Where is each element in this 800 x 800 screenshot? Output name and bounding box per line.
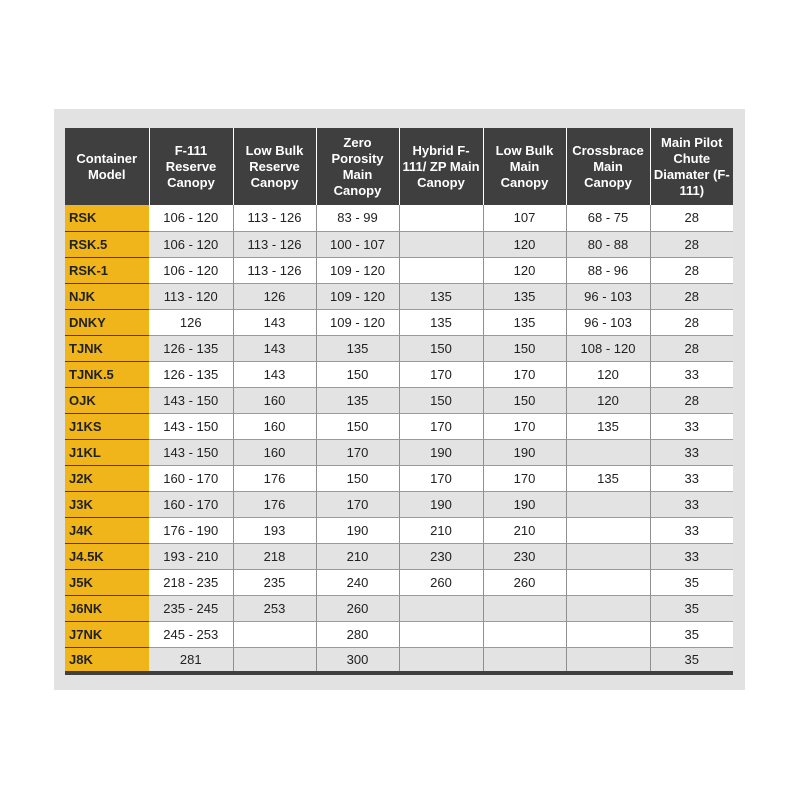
cell-hybrid-main: 170 bbox=[399, 465, 483, 491]
header-container-model: Container Model bbox=[65, 128, 149, 205]
container-sizing-table bbox=[65, 128, 733, 675]
cell-low-bulk-reserve: 193 bbox=[233, 517, 316, 543]
cell-container-model: DNKY bbox=[65, 309, 149, 335]
cell-f111-reserve: 160 - 170 bbox=[149, 465, 233, 491]
cell-zero-porosity-main: 109 - 120 bbox=[316, 283, 399, 309]
cell-low-bulk-main bbox=[483, 621, 566, 647]
cell-f111-reserve: 281 bbox=[149, 647, 233, 673]
table-row bbox=[65, 569, 733, 595]
cell-low-bulk-reserve: 253 bbox=[233, 595, 316, 621]
cell-zero-porosity-main: 100 - 107 bbox=[316, 231, 399, 257]
table-row bbox=[65, 543, 733, 569]
cell-pilot-chute-diameter: 33 bbox=[650, 543, 733, 569]
table-row bbox=[65, 439, 733, 465]
cell-zero-porosity-main: 260 bbox=[316, 595, 399, 621]
cell-container-model: J2K bbox=[65, 465, 149, 491]
cell-container-model: RSK bbox=[65, 205, 149, 231]
table-row bbox=[65, 647, 733, 673]
cell-low-bulk-main: 150 bbox=[483, 335, 566, 361]
cell-zero-porosity-main: 210 bbox=[316, 543, 399, 569]
cell-crossbrace-main bbox=[566, 439, 650, 465]
cell-crossbrace-main: 80 - 88 bbox=[566, 231, 650, 257]
cell-f111-reserve: 126 - 135 bbox=[149, 335, 233, 361]
cell-hybrid-main: 170 bbox=[399, 361, 483, 387]
cell-low-bulk-reserve: 143 bbox=[233, 361, 316, 387]
cell-container-model: J7NK bbox=[65, 621, 149, 647]
cell-hybrid-main bbox=[399, 231, 483, 257]
cell-low-bulk-main: 230 bbox=[483, 543, 566, 569]
cell-container-model: OJK bbox=[65, 387, 149, 413]
table-row bbox=[65, 621, 733, 647]
cell-low-bulk-reserve: 235 bbox=[233, 569, 316, 595]
cell-zero-porosity-main: 109 - 120 bbox=[316, 257, 399, 283]
header-crossbrace-main-canopy: Crossbrace Main Canopy bbox=[566, 128, 650, 205]
cell-low-bulk-reserve: 143 bbox=[233, 309, 316, 335]
cell-low-bulk-main: 120 bbox=[483, 257, 566, 283]
cell-zero-porosity-main: 109 - 120 bbox=[316, 309, 399, 335]
header-main-pilot-chute-diameter: Main Pilot Chute Diamater (F-111) bbox=[650, 128, 733, 205]
cell-low-bulk-main: 120 bbox=[483, 231, 566, 257]
cell-crossbrace-main: 96 - 103 bbox=[566, 309, 650, 335]
cell-f111-reserve: 106 - 120 bbox=[149, 231, 233, 257]
table-row bbox=[65, 335, 733, 361]
cell-low-bulk-reserve: 113 - 126 bbox=[233, 205, 316, 231]
cell-crossbrace-main: 88 - 96 bbox=[566, 257, 650, 283]
cell-f111-reserve: 245 - 253 bbox=[149, 621, 233, 647]
cell-pilot-chute-diameter: 33 bbox=[650, 361, 733, 387]
cell-container-model: J4.5K bbox=[65, 543, 149, 569]
cell-f111-reserve: 235 - 245 bbox=[149, 595, 233, 621]
cell-zero-porosity-main: 170 bbox=[316, 439, 399, 465]
cell-zero-porosity-main: 190 bbox=[316, 517, 399, 543]
cell-pilot-chute-diameter: 28 bbox=[650, 257, 733, 283]
cell-crossbrace-main: 135 bbox=[566, 413, 650, 439]
header-f111-reserve-canopy: F-111 Reserve Canopy bbox=[149, 128, 233, 205]
cell-hybrid-main: 135 bbox=[399, 283, 483, 309]
cell-container-model: TJNK bbox=[65, 335, 149, 361]
cell-pilot-chute-diameter: 28 bbox=[650, 231, 733, 257]
cell-hybrid-main bbox=[399, 257, 483, 283]
cell-zero-porosity-main: 300 bbox=[316, 647, 399, 673]
table-row bbox=[65, 283, 733, 309]
cell-hybrid-main: 190 bbox=[399, 439, 483, 465]
table-row bbox=[65, 413, 733, 439]
cell-f111-reserve: 143 - 150 bbox=[149, 439, 233, 465]
cell-low-bulk-reserve: 176 bbox=[233, 465, 316, 491]
cell-low-bulk-main: 150 bbox=[483, 387, 566, 413]
cell-f111-reserve: 143 - 150 bbox=[149, 387, 233, 413]
cell-crossbrace-main bbox=[566, 491, 650, 517]
cell-f111-reserve: 106 - 120 bbox=[149, 205, 233, 231]
cell-low-bulk-reserve bbox=[233, 647, 316, 673]
cell-hybrid-main: 170 bbox=[399, 413, 483, 439]
cell-crossbrace-main bbox=[566, 517, 650, 543]
table-row bbox=[65, 257, 733, 283]
cell-pilot-chute-diameter: 33 bbox=[650, 413, 733, 439]
cell-hybrid-main: 230 bbox=[399, 543, 483, 569]
cell-pilot-chute-diameter: 28 bbox=[650, 309, 733, 335]
table-row bbox=[65, 517, 733, 543]
cell-container-model: J5K bbox=[65, 569, 149, 595]
table-row bbox=[65, 205, 733, 231]
cell-pilot-chute-diameter: 33 bbox=[650, 517, 733, 543]
cell-f111-reserve: 106 - 120 bbox=[149, 257, 233, 283]
table-row bbox=[65, 309, 733, 335]
cell-container-model: J3K bbox=[65, 491, 149, 517]
cell-f111-reserve: 160 - 170 bbox=[149, 491, 233, 517]
cell-low-bulk-main: 135 bbox=[483, 283, 566, 309]
cell-pilot-chute-diameter: 33 bbox=[650, 439, 733, 465]
cell-crossbrace-main bbox=[566, 543, 650, 569]
header-hybrid-main-canopy: Hybrid F-111/ ZP Main Canopy bbox=[399, 128, 483, 205]
header-low-bulk-reserve-canopy: Low Bulk Reserve Canopy bbox=[233, 128, 316, 205]
cell-low-bulk-main: 170 bbox=[483, 465, 566, 491]
cell-low-bulk-reserve: 218 bbox=[233, 543, 316, 569]
cell-hybrid-main: 150 bbox=[399, 335, 483, 361]
cell-container-model: J1KS bbox=[65, 413, 149, 439]
cell-hybrid-main: 135 bbox=[399, 309, 483, 335]
cell-f111-reserve: 126 bbox=[149, 309, 233, 335]
cell-pilot-chute-diameter: 28 bbox=[650, 205, 733, 231]
cell-low-bulk-main: 107 bbox=[483, 205, 566, 231]
cell-crossbrace-main: 120 bbox=[566, 387, 650, 413]
table-row bbox=[65, 231, 733, 257]
cell-crossbrace-main: 68 - 75 bbox=[566, 205, 650, 231]
cell-f111-reserve: 176 - 190 bbox=[149, 517, 233, 543]
cell-container-model: TJNK.5 bbox=[65, 361, 149, 387]
cell-low-bulk-main: 190 bbox=[483, 491, 566, 517]
cell-crossbrace-main: 135 bbox=[566, 465, 650, 491]
cell-crossbrace-main: 108 - 120 bbox=[566, 335, 650, 361]
cell-low-bulk-reserve: 143 bbox=[233, 335, 316, 361]
cell-low-bulk-reserve: 176 bbox=[233, 491, 316, 517]
cell-pilot-chute-diameter: 33 bbox=[650, 491, 733, 517]
cell-zero-porosity-main: 170 bbox=[316, 491, 399, 517]
table-row bbox=[65, 465, 733, 491]
cell-zero-porosity-main: 150 bbox=[316, 361, 399, 387]
cell-hybrid-main bbox=[399, 205, 483, 231]
cell-low-bulk-reserve: 160 bbox=[233, 439, 316, 465]
cell-low-bulk-main: 170 bbox=[483, 413, 566, 439]
cell-crossbrace-main bbox=[566, 621, 650, 647]
cell-pilot-chute-diameter: 35 bbox=[650, 647, 733, 673]
cell-zero-porosity-main: 135 bbox=[316, 387, 399, 413]
cell-low-bulk-main: 260 bbox=[483, 569, 566, 595]
cell-low-bulk-main: 135 bbox=[483, 309, 566, 335]
cell-low-bulk-reserve: 160 bbox=[233, 413, 316, 439]
cell-f111-reserve: 113 - 120 bbox=[149, 283, 233, 309]
cell-container-model: J1KL bbox=[65, 439, 149, 465]
table-row bbox=[65, 595, 733, 621]
header-low-bulk-main-canopy: Low Bulk Main Canopy bbox=[483, 128, 566, 205]
cell-container-model: NJK bbox=[65, 283, 149, 309]
table-row bbox=[65, 491, 733, 517]
cell-container-model: RSK.5 bbox=[65, 231, 149, 257]
cell-zero-porosity-main: 240 bbox=[316, 569, 399, 595]
cell-pilot-chute-diameter: 28 bbox=[650, 335, 733, 361]
cell-container-model: J8K bbox=[65, 647, 149, 673]
cell-low-bulk-main bbox=[483, 595, 566, 621]
cell-container-model: J6NK bbox=[65, 595, 149, 621]
cell-zero-porosity-main: 280 bbox=[316, 621, 399, 647]
cell-pilot-chute-diameter: 35 bbox=[650, 595, 733, 621]
cell-pilot-chute-diameter: 28 bbox=[650, 283, 733, 309]
cell-hybrid-main: 210 bbox=[399, 517, 483, 543]
cell-pilot-chute-diameter: 33 bbox=[650, 465, 733, 491]
cell-f111-reserve: 126 - 135 bbox=[149, 361, 233, 387]
cell-low-bulk-main: 170 bbox=[483, 361, 566, 387]
cell-crossbrace-main bbox=[566, 595, 650, 621]
cell-crossbrace-main bbox=[566, 569, 650, 595]
cell-crossbrace-main bbox=[566, 647, 650, 673]
cell-container-model: RSK-1 bbox=[65, 257, 149, 283]
header-zero-porosity-main-canopy: Zero Porosity Main Canopy bbox=[316, 128, 399, 205]
cell-low-bulk-reserve: 126 bbox=[233, 283, 316, 309]
cell-hybrid-main bbox=[399, 647, 483, 673]
cell-low-bulk-main bbox=[483, 647, 566, 673]
cell-f111-reserve: 193 - 210 bbox=[149, 543, 233, 569]
cell-zero-porosity-main: 83 - 99 bbox=[316, 205, 399, 231]
cell-f111-reserve: 218 - 235 bbox=[149, 569, 233, 595]
cell-low-bulk-reserve bbox=[233, 621, 316, 647]
cell-crossbrace-main: 120 bbox=[566, 361, 650, 387]
cell-low-bulk-reserve: 113 - 126 bbox=[233, 231, 316, 257]
cell-low-bulk-reserve: 113 - 126 bbox=[233, 257, 316, 283]
cell-hybrid-main: 150 bbox=[399, 387, 483, 413]
cell-zero-porosity-main: 135 bbox=[316, 335, 399, 361]
cell-container-model: J4K bbox=[65, 517, 149, 543]
cell-crossbrace-main: 96 - 103 bbox=[566, 283, 650, 309]
cell-hybrid-main bbox=[399, 595, 483, 621]
cell-pilot-chute-diameter: 28 bbox=[650, 387, 733, 413]
cell-zero-porosity-main: 150 bbox=[316, 413, 399, 439]
cell-low-bulk-reserve: 160 bbox=[233, 387, 316, 413]
table-row bbox=[65, 387, 733, 413]
cell-pilot-chute-diameter: 35 bbox=[650, 569, 733, 595]
cell-hybrid-main: 190 bbox=[399, 491, 483, 517]
cell-low-bulk-main: 190 bbox=[483, 439, 566, 465]
header-row bbox=[65, 128, 733, 205]
cell-hybrid-main bbox=[399, 621, 483, 647]
cell-pilot-chute-diameter: 35 bbox=[650, 621, 733, 647]
cell-low-bulk-main: 210 bbox=[483, 517, 566, 543]
cell-f111-reserve: 143 - 150 bbox=[149, 413, 233, 439]
cell-zero-porosity-main: 150 bbox=[316, 465, 399, 491]
table-row bbox=[65, 361, 733, 387]
cell-hybrid-main: 260 bbox=[399, 569, 483, 595]
